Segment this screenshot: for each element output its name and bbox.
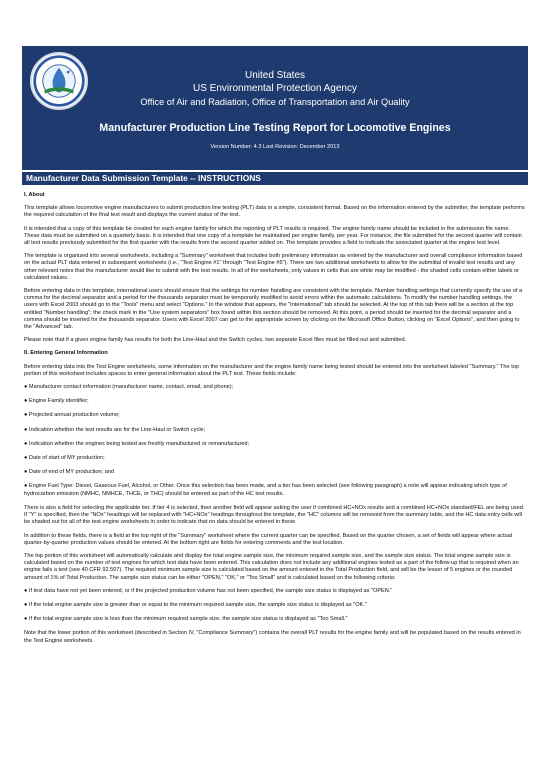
- paragraph: Before entering data in this template, international users should ensure that the settings for number handling are consistent with the template. Number handling settings that currently specify the use of a comma for the decimal separator and a period for the thousands separator must be temporarily modified to avoid errors within the automatic calculations. To modify the number handling settings, the users with Excel 2003 should go to the "Tools" menu and select "Options." In the window that appears, the "International" tab should be selected. At the top of this tab there will be a section at the top entitled "Number handling"; the check mark in the "Use system separators" box found within this section should be removed. At this point, a period should be inserted for the decimal separator and a comma should be inserted for the thousands separator. Users with Excel 2007 can get to the appropriate screen by clicking on the Microsoft Office Button, clicking on "Excel Options", and then going to the "Advanced" tab.: [24, 288, 523, 331]
- report-header: [22, 46, 528, 170]
- section-heading-about: I. About: [24, 192, 45, 198]
- section-heading-general: II. Entering General Information: [24, 350, 108, 357]
- agency-office: Office of Air and Radiation, Office of Transportation and Air Quality: [140, 97, 410, 107]
- report-title: Manufacturer Production Line Testing Report for Locomotive Engines: [99, 122, 451, 134]
- template-title-bar: Manufacturer Data Submission Template -- INSTRUCTIONS: [22, 172, 528, 185]
- paragraph: This template allows locomotive engine manufacturers to submit production line testing (PLT) data in a simple, consistent format. Based on the information entered by the submitter, the template performs the required calculation of the final test result and displays the current status of the test.: [24, 205, 525, 219]
- list-item: ● Indication whether the engines being tested are freshly manufactured or remanufactured;: [24, 440, 250, 447]
- list-item: ● If the total engine sample size is greater than or equal to the minimum required sample size, the sample size status is displayed as "OK.": [24, 601, 367, 608]
- list-item: ● If test data have not yet been entered, or if the projected production volume has not been specified, the sample size status is displayed as "OPEN.": [24, 587, 393, 594]
- agency-name: US Environmental Protection Agency: [193, 83, 357, 94]
- list-item: ● Projected annual production volume;: [24, 412, 120, 419]
- list-item: ● Indication whether the test results are for the Line-Haul or Switch cycle;: [24, 426, 206, 433]
- list-item: ● Engine Family identifier;: [24, 398, 89, 405]
- paragraph: The template is organized into several worksheets, including a "Summary" worksheet that includes both preliminary information as entered by the manufacturer and overall compliance information based on the actual PLT data entered in subsequent worksheets (i.e., "Test Engine #1" through "Test Engine #5"). There are two additional worksheets to allow for the submittal of invalid test results and any other relevant notes that the manufacturer would like to submit with the test results. In all of the worksheets, only values in cells that are white may be modified - the shaded cells contain either labels or calculated values.: [24, 253, 523, 281]
- instructions-content: [24, 189, 526, 651]
- paragraph: It is intended that a copy of this template be created for each engine family for which the reporting of PLT results is required. The engine family name should be included in the submission file name. These data must be submitted on a quarterly basis. It is intended that one copy of a template be maintained per engine family, per year. For instance, the file submitted for the second quarter will contain all test results previously submitted for the first quarter with the results from the second quarter added on. The template provides a field to indicate the associated quarter at the engine test level.: [24, 225, 522, 247]
- list-item: ● Date of start of MY production;: [24, 455, 105, 462]
- paragraph: In addition to these fields, there is a field at the top right of the "Summary" worksheet where the current quarter can be specified. Based on the quarter chosen, a set of fields will appear where actual quarter-by-quarter production values should be entered. At the bottom right are fields for entering comments and the test location.: [24, 532, 513, 546]
- list-item: ● Date of end of MY production; and: [24, 469, 115, 476]
- paragraph: Please note that if a given engine family has results for both the Line-Haul and the Switch cycles, two separate Excel files must be filled out and submitted.: [24, 337, 407, 344]
- paragraph: Before entering data into the Test Engine worksheets, some information on the manufacturer and the engine family name being tested should be entered into the worksheet labeled "Summary." The top portion of this worksheet includes spaces to enter general information about the PLT test. These fields include:: [24, 363, 519, 377]
- list-item: ● If the total engine sample size is less than the minimum required sample size, the sample size status is displayed as "Too Small.": [24, 616, 348, 623]
- paragraph: Note that the lower portion of this worksheet (described in Section IV, "Compliance Summary") contains the overall PLT results for the engine family and will be populated based on the results entered in the Test Engine worksheets.: [24, 630, 521, 644]
- list-item: ● Engine Fuel Type: Diesel, Gaseous Fuel, Alcohol, or Other. Once this selection has been made, and a tier has been selected (see following paragraph) a note will appear indicating which type of hydrocarbon emission (NMHC, NMHCE, THCE, or THC) should be entered as part of the HC test results.: [24, 483, 507, 497]
- agency-country: United States: [244, 70, 306, 81]
- version-info: Version Number: 4.3 Last Revision: December 2013: [210, 144, 340, 150]
- paragraph: There is also a field for selecting the applicable tier. If tier 4 is selected, then another field will appear asking the user if combined HC+NOx results and a combined HC+NOx standard/FEL are being used. If "Y" is specified, then the "NOx" headings will be replaced with "HC+NOx" headings throughout the template, the "HC" columns will be removed from the summary table, and the HC data entry cells will be shaded out for all of the test engine worksheets in order to indicate that no data should be entered in these.: [24, 504, 525, 526]
- list-item: ● Manufacturer contact information (manufacturer name, contact, email, and phone);: [24, 384, 234, 391]
- paragraph: The top portion of this worksheet will automatically calculate and display the total engine sample size, the minimum required sample size, and the sample size status. The total engine sample size is calculated based on the number of test engines for which test data have been entered. This calculation does not include any additional engines tested as a part of the follow-up that is required when an engine fails a test (see 40 CFR 92.507). The required minimum sample size is calculated based on the amount entered in the Total Production field, and will be the lesser of 5 engines or the rounded amount of 1% of Total Production. The sample size status can be either "OPEN," "OK," or "Too Small" and is calculated based on the following criteria:: [24, 552, 519, 581]
